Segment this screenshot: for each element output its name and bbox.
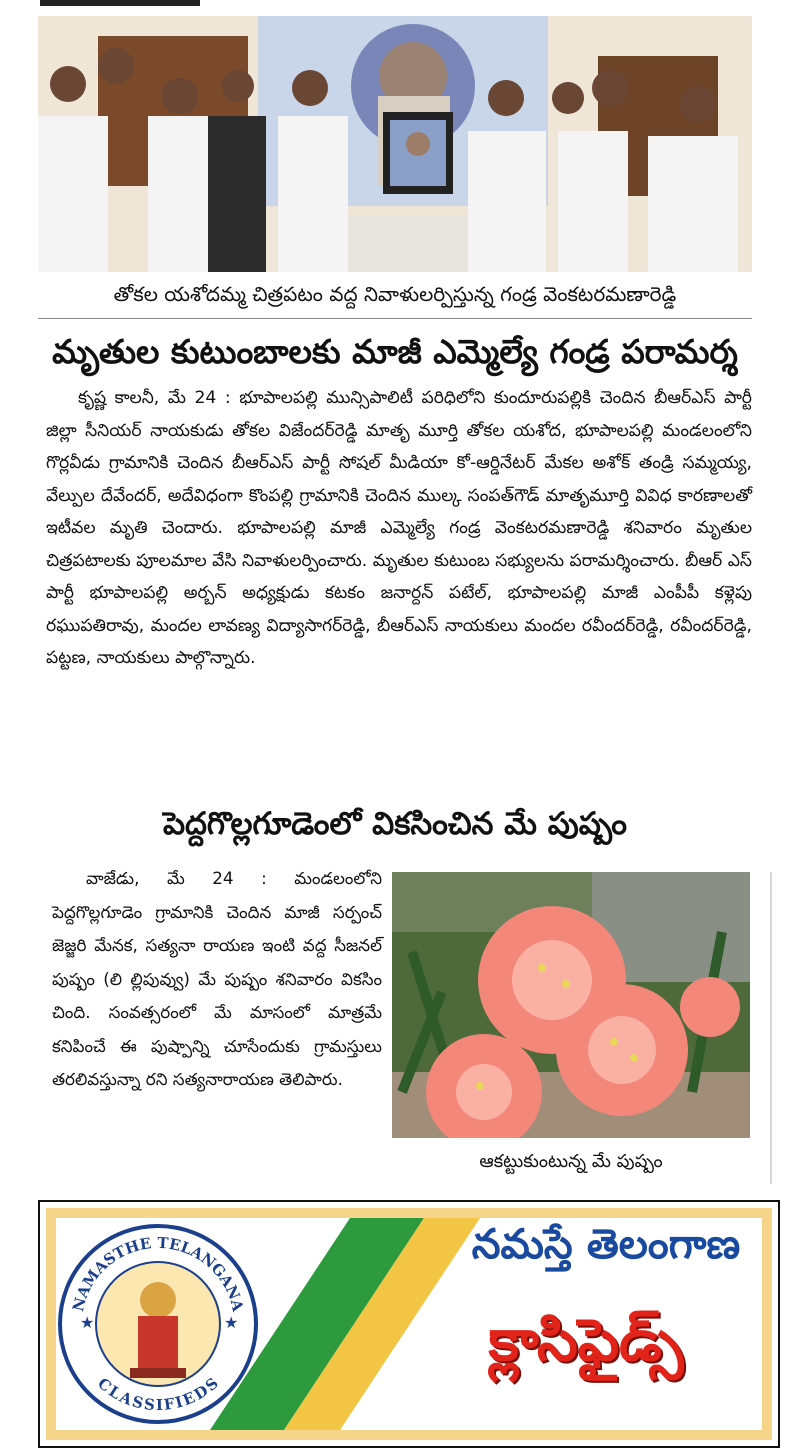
ad-seal — [60, 1226, 256, 1422]
tribute-photo — [38, 16, 752, 272]
ad-seal-top-text: NAMASTHE TELANGANA — [69, 1233, 247, 1314]
ad-seal-bottom-text: CLASSIFIEDS — [94, 1374, 222, 1415]
column-divider — [770, 872, 772, 1184]
article1-body: కృష్ణ కాలనీ, మే 24 : భూపాలపల్లి మున్సిపాలిటీ పరిధిలోని కుందూరుపల్లికి చెందిన బీఆర్ఎస్ పార్టీ జిల్లా సీనియర్ నాయకుడు తోకల విజేందర్‌రెడ్డి మాతృ మూర్తి తోకల యశోద, భూపాలపల్లి మండలంలోని గొర్లవీడు గ్రామానికి చెందిన బీఆర్ఎస్ పార్టీ సోషల్ మీడియా కో-ఆర్డినేటర్ మేకల అశోక్ తండ్రి సమ్మయ్య, వేల్పుల దేవేందర్, అదేవిధంగా కొంపల్లి గ్రామానికి చెందిన ముల్క సంపత్‌గౌడ్ మాతృమూర్తి వివిధ కారణాలతో ఇటీవల మృతి చెందారు. భూపాలపల్లి మాజీ ఎమ్మెల్యే గండ్ర వెంకటరమణారెడ్డి శనివారం మృతుల చిత్రపటాలకు పూలమాల వేసి నివాళులర్పించారు. మృతుల కుటుంబ సభ్యులను పరామర్శించారు. బీఆర్ ఎస్ పార్టీ భూపాలపల్లి అర్బన్ అధ్యక్షుడు కటకం జనార్దన్ పటేల్, భూపాలపల్లి మాజీ ఎంపీపీ కళ్లెపు రఘుపతిరావు, మందల లావణ్య విద్యాసాగర్‌రెడ్డి, బీఆర్ఎస్ నాయకులు మందల రవీందర్‌రెడ్డి, రవీందర్‌రెడ్డి, పట్టణ, నాయకులు పాల్గొన్నారు. — [46, 388, 752, 668]
svg-text:CLASSIFIEDS — [94, 1374, 222, 1414]
svg-text:NAMASTHE TELANGANA — [69, 1234, 247, 1314]
svg-text:★: ★ — [224, 1313, 239, 1332]
tribute-photo-illustration — [38, 16, 752, 272]
caption-divider — [38, 318, 752, 319]
article2-body: వాజేడు, మే 24 : మండలంలోని పెద్దగొల్లగూడెం గ్రామానికి చెందిన మాజీ సర్పంచ్ జెజ్జరి మేనక, సత్యనా రాయణ ఇంటి వద్ద సీజనల్ పుష్పం (లి ల్లిపువ్వు) మే పుష్పం శనివారం వికసిం చింది. సంవత్సరంలో మే మాసంలో మాత్రమే కనిపించే ఈ పుష్పాన్ని చూసేందుకు గ్రామస్తులు తరలివస్తున్నా రని సత్యనారాయణ తెలిపారు. — [52, 868, 382, 1089]
article1-headline: మృతుల కుటుంబాలకు మాజీ ఎమ్మెల్యే గండ్ర పరామర్శ — [52, 332, 738, 371]
classifieds-ad — [38, 1200, 780, 1448]
article2-headline: పెద్దగొల్లగూడెంలో వికసించిన మే పుష్పం — [163, 806, 627, 842]
ad-classifieds-title: క్లాసిఫైడ్స్ — [488, 1306, 684, 1374]
previous-article-rule — [40, 0, 200, 6]
flower-photo-caption: ఆకట్టుకుంటున్న మే పుష్పం — [479, 1151, 663, 1172]
ad-brand-name: నమస్తే తెలంగాణ — [471, 1220, 741, 1268]
flower-photo-illustration — [392, 872, 750, 1138]
svg-text:★: ★ — [80, 1313, 95, 1332]
tribute-photo-caption: తోకల యశోదమ్మ చిత్రపటం వద్ద నివాళులర్పిస్తున్న గండ్ర వెంకటరమణారెడ్డి — [113, 282, 677, 306]
flower-photo — [392, 872, 750, 1138]
